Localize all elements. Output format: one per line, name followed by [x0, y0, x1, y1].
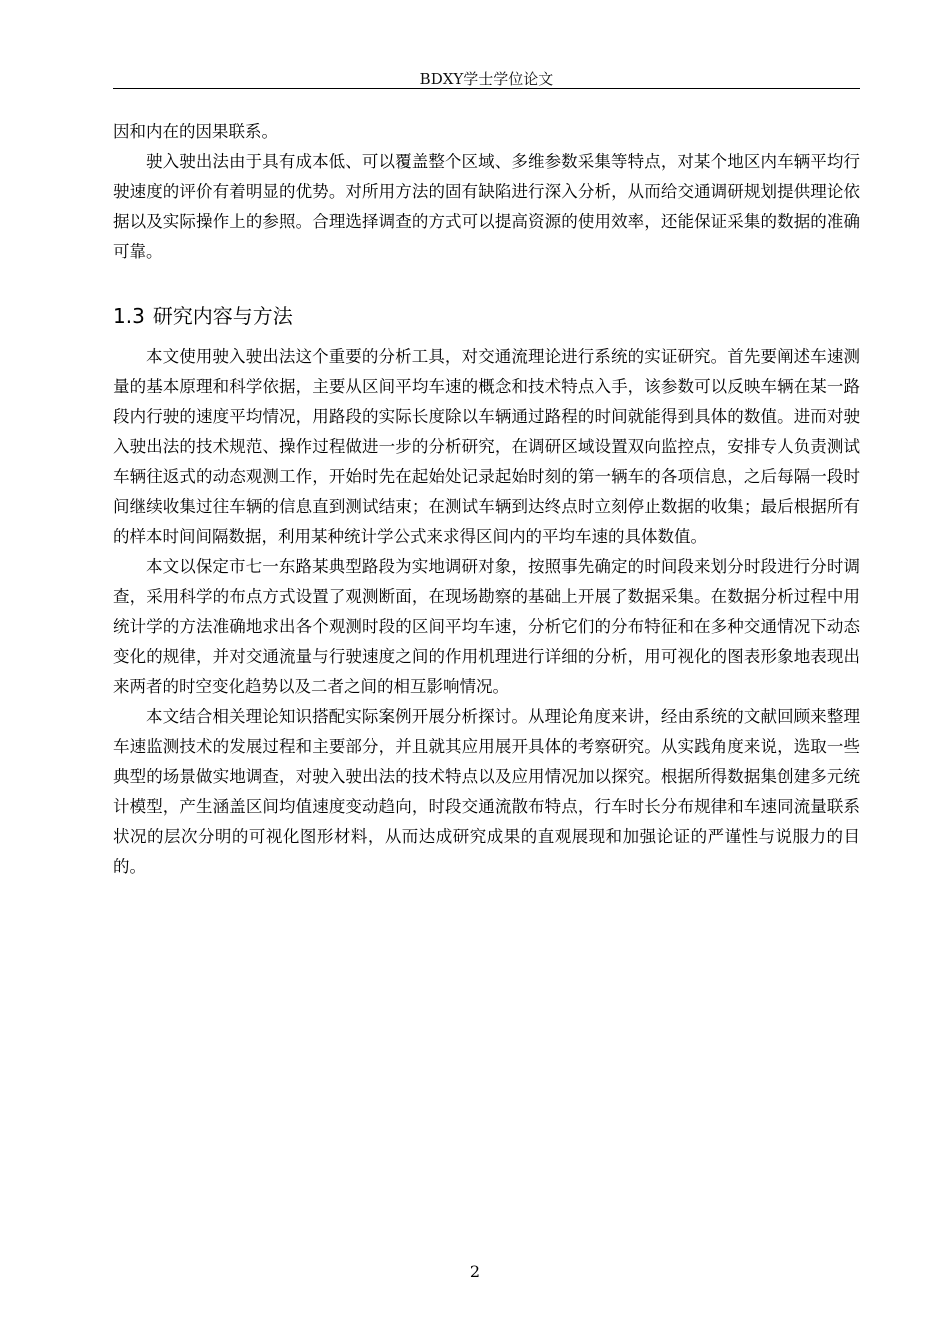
paragraph: 本文结合相关理论知识搭配实际案例开展分析探讨。从理论角度来讲，经由系统的文献回顾来整理车速监测技术的发展过程和主要部分，并且就其应用展开具体的考察研究。从实践角度来说，选取一些典型的场景做实地调查，对驶入驶出法的技术特点以及应用情况加以探究。根据所得数据集创建多元统计模型，产生涵盖区间均值速度变动趋向，时段交通流散布特点，行车时长分布规律和车速同流量联系状况的层次分明的可视化图形材料，从而达成研究成果的直观展现和加强论证的严谨性与说服力的目的。 — [113, 707, 860, 876]
section-number: 1.3 — [113, 304, 145, 328]
section-heading — [113, 301, 860, 331]
paragraph: 因和内在的因果联系。 — [113, 122, 278, 141]
page-number: 2 — [469, 1262, 481, 1281]
section-title: 研究内容与方法 — [152, 304, 293, 328]
paragraph: 本文使用驶入驶出法这个重要的分析工具，对交通流理论进行系统的实证研究。首先要阐述车速测量的基本原理和科学依据，主要从区间平均车速的概念和技术特点入手，该参数可以反映车辆在某一路段内行驶的速度平均情况，用路段的实际长度除以车辆通过路程的时间就能得到具体的数值。进而对驶入驶出法的技术规范、操作过程做进一步的分析研究，在调研区域设置双向监控点，安排专人负责测试车辆往返式的动态观测工作，开始时先在起始处记录起始时刻的第一辆车的各项信息，之后每隔一段时间继续收集过往车辆的信息直到测试结束；在测试车辆到达终点时立刻停止数据的收集；最后根据所有的样本时间间隔数据，利用某种统计学公式来求得区间内的平均车速的具体数值。 — [113, 347, 860, 546]
paragraph: 本文以保定市七一东路某典型路段为实地调研对象，按照事先确定的时间段来划分时段进行分时调查，采用科学的布点方式设置了观测断面，在现场勘察的基础上开展了数据采集。在数据分析过程中用统计学的方法准确地求出各个观测时段的区间平均车速，分析它们的分布特征和在多种交通情况下动态变化的规律，并对交通流量与行驶速度之间的作用机理进行详细的分析，用可视化的图表形象地表现出来两者的时空变化趋势以及二者之间的相互影响情况。 — [113, 557, 860, 696]
paragraph: 驶入驶出法由于具有成本低、可以覆盖整个区域、多维参数采集等特点，对某个地区内车辆平均行驶速度的评价有着明显的优势。对所用方法的固有缺陷进行深入分析，从而给交通调研规划提供理论依据以及实际操作上的参照。合理选择调查的方式可以提高资源的使用效率，还能保证采集的数据的准确可靠。 — [113, 152, 860, 261]
page-header-title: BDXY学士学位论文 — [419, 70, 554, 88]
document-body — [113, 117, 860, 882]
header-divider — [113, 88, 860, 89]
